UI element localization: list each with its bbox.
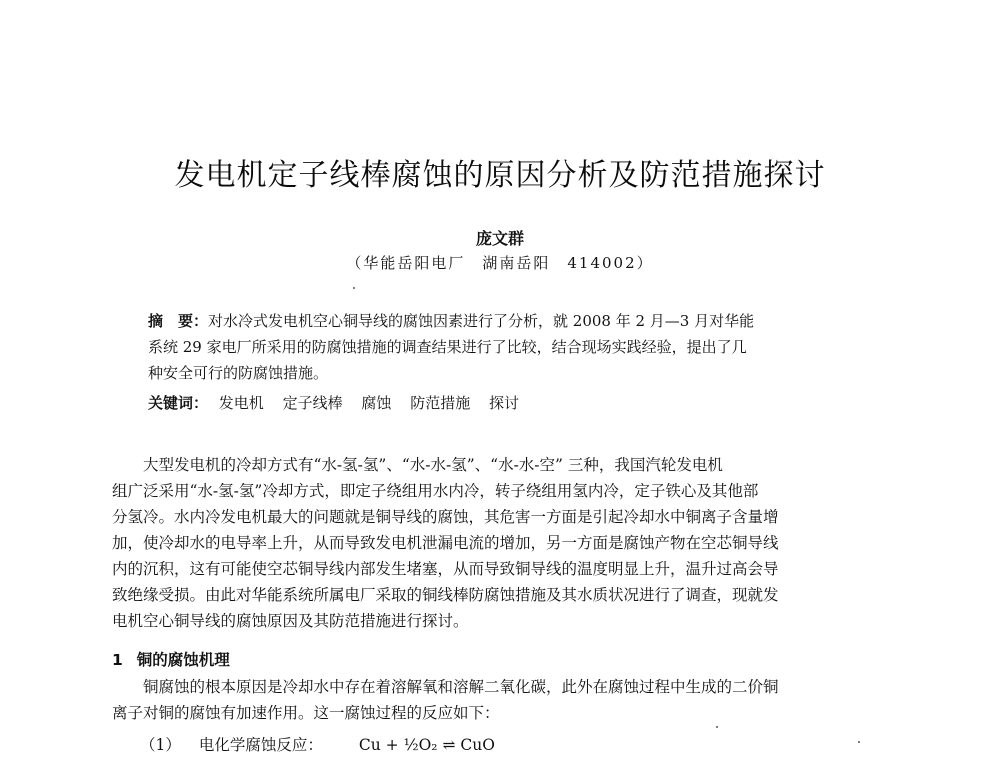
body-line: 铜腐蚀的根本原因是冷却水中存在着溶解氧和溶解二氧化碳，此外在腐蚀过程中生成的二价铜	[112, 678, 779, 696]
section-paragraph	[112, 674, 888, 726]
section-title: 铜的腐蚀机理	[136, 651, 230, 669]
reaction-line	[140, 733, 495, 755]
author-name: 庞文群	[475, 229, 524, 248]
keyword: 腐蚀	[361, 394, 392, 412]
reaction-equation: Cu + ½O₂ ⇌ CuO	[358, 736, 495, 754]
keywords	[148, 392, 860, 413]
body-line: 致绝缘受损。由此对华能系统所属电厂采取的铜线棒防腐蚀措施及其水质状况进行了调查，现就发	[112, 586, 779, 604]
body-line: 组广泛采用“水-氢-氢”冷却方式，即定子绕组用水内冷，转子绕组用氢内冷，定子铁心及其他部	[112, 482, 759, 500]
scan-speck	[858, 741, 860, 743]
body-line: 分氢冷。水内冷发电机最大的问题就是铜导线的腐蚀，其危害一方面是引起冷却水中铜离子含量增	[112, 508, 779, 526]
keyword: 探讨	[488, 394, 519, 412]
body-line: 离子对铜的腐蚀有加速作用。这一腐蚀过程的反应如下：	[112, 704, 500, 722]
body-line: 加，使冷却水的电导率上升，从而导致发电机泄漏电流的增加，另一方面是腐蚀产物在空芯铜导线	[112, 534, 779, 552]
keywords-label: 关键词：	[148, 394, 209, 412]
scan-speck	[716, 726, 718, 728]
reaction-number: （1）	[140, 736, 181, 754]
author-affiliation: （华能岳阳电厂 湖南岳阳 414002）	[346, 254, 654, 272]
section-number: 1	[112, 651, 123, 669]
section-heading	[112, 648, 230, 670]
abstract	[148, 308, 860, 386]
paper-title: 发电机定子线棒腐蚀的原因分析及防范措施探讨	[174, 158, 826, 193]
body-line: 大型发电机的冷却方式有“水-氢-氢”、“水-水-氢”、“水-水-空” 三种，我国汽轮发电机	[112, 456, 723, 474]
abstract-line: 摘 要：对水冷式发电机空心铜导线的腐蚀因素进行了分析，就 2008 年 2 月—3 月对华能	[148, 312, 755, 330]
abstract-line: 系统 29 家电厂所采用的防腐蚀措施的调查结果进行了比较，结合现场实践经验，提出了几	[148, 338, 747, 356]
body-line: 内的沉积，这有可能使空芯铜导线内部发生堵塞，从而导致铜导线的温度明显上升，温升过高会导	[112, 560, 779, 578]
keyword: 防范措施	[410, 394, 471, 412]
reaction-name: 电化学腐蚀反应：	[198, 736, 323, 754]
intro-paragraph	[112, 452, 888, 634]
body-line: 电机空心铜导线的腐蚀原因及其防范措施进行探讨。	[112, 612, 469, 630]
keyword: 定子线棒	[282, 394, 343, 412]
abstract-label: 摘 要：	[148, 312, 209, 330]
keyword: 发电机	[218, 394, 264, 412]
scan-speck	[353, 287, 355, 289]
abstract-line: 种安全可行的防腐蚀措施。	[148, 364, 329, 382]
